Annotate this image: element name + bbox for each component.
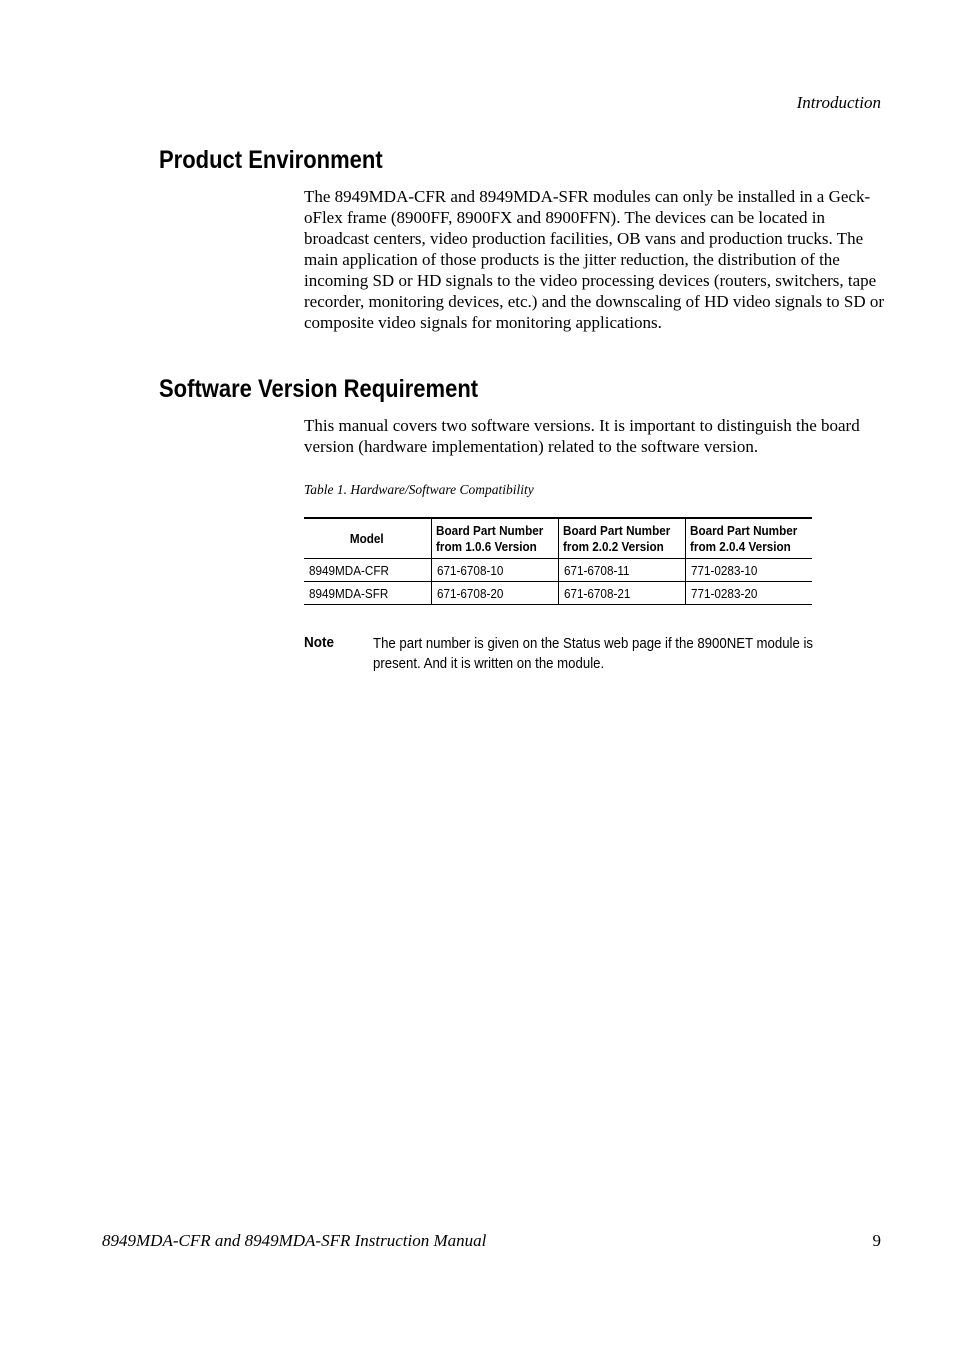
table-caption: Table 1. Hardware/Software Compatibility bbox=[304, 482, 534, 497]
table-header-row bbox=[304, 518, 812, 559]
table-row bbox=[304, 582, 812, 605]
table-cell: 771-0283-20 bbox=[685, 582, 812, 605]
header-model: Model bbox=[304, 518, 431, 559]
table-row bbox=[304, 559, 812, 582]
running-header: Introduction bbox=[796, 93, 881, 112]
page-number: 9 bbox=[872, 1231, 881, 1250]
table-cell: 671-6708-10 bbox=[431, 559, 558, 582]
software-version-heading: Software Version Requirement bbox=[159, 375, 479, 403]
table-cell: 8949MDA-SFR bbox=[304, 582, 431, 605]
compatibility-table bbox=[304, 517, 812, 605]
header-2-0-4: Board Part Number from 2.0.4 Version bbox=[685, 518, 812, 559]
software-version-paragraph: This manual covers two software versions. It is important to distinguish the board version (hardware implementation) related to the software version. bbox=[304, 416, 860, 456]
header-2-0-2: Board Part Number from 2.0.2 Version bbox=[558, 518, 685, 559]
table-cell: 671-6708-20 bbox=[431, 582, 558, 605]
table-cell: 671-6708-21 bbox=[558, 582, 685, 605]
note-label: Note bbox=[304, 634, 335, 651]
table-cell: 8949MDA-CFR bbox=[304, 559, 431, 582]
table-cell: 671-6708-11 bbox=[558, 559, 685, 582]
footer-title: 8949MDA-CFR and 8949MDA-SFR Instruction Manual bbox=[102, 1231, 487, 1250]
note-text: The part number is given on the Status web page if the 8900NET module is present. And it is written on the module. bbox=[373, 635, 814, 672]
product-environment-paragraph: The 8949MDA-CFR and 8949MDA-SFR modules can only be installed in a Geck-oFlex frame (8900FF, 8900FX and 8900FFN). The devices can be located in broadcast centers, video production facilities, OB vans and production trucks. The main application of those products is the jitter reduction, the distribution of the incoming SD or HD signals to the video processing devices (routers, switchers, tape recorder, monitoring devices, etc.) and the downscaling of HD video signals to SD or composite video signals for monitoring applications. bbox=[304, 187, 885, 332]
table-cell: 771-0283-10 bbox=[685, 559, 812, 582]
header-1-0-6: Board Part Number from 1.0.6 Version bbox=[431, 518, 558, 559]
product-environment-heading: Product Environment bbox=[159, 146, 383, 174]
